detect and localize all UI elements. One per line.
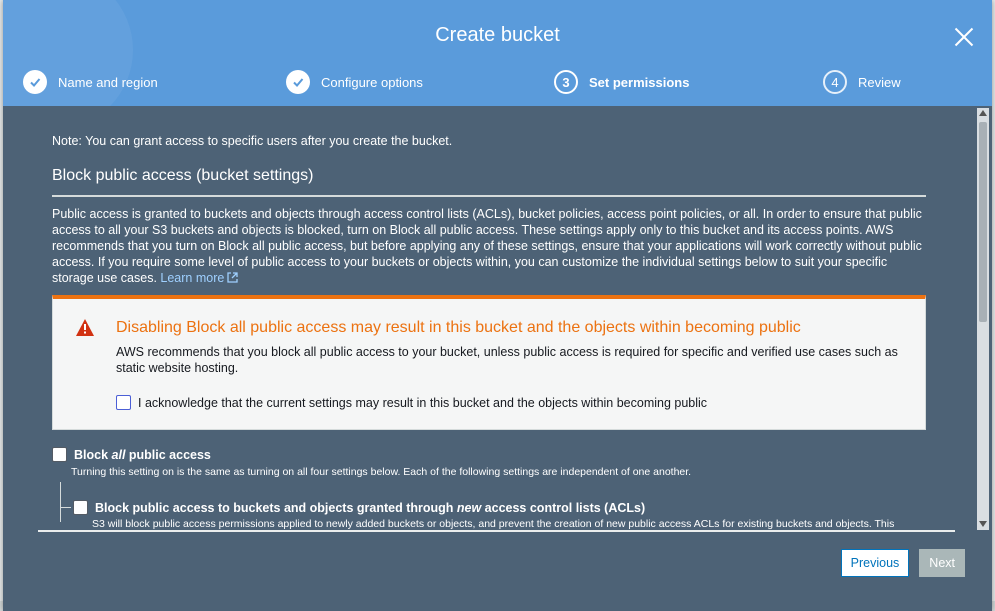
step-number-icon: 4 — [823, 70, 847, 94]
previous-button[interactable]: Previous — [841, 549, 910, 577]
acknowledge-row — [116, 395, 707, 410]
check-circle-icon — [23, 70, 47, 94]
wizard-steps — [3, 70, 992, 96]
step-label: Review — [858, 74, 901, 90]
step-label: Set permissions — [589, 74, 690, 90]
block-all-description: Turning this setting on is the same as turning on all four settings below. Each of the following settings are independent of one another. — [71, 466, 692, 478]
warning-title: Disabling Block all public access may result in this bucket and the objects within becoming public — [116, 319, 801, 336]
scroll-thumb[interactable] — [979, 122, 987, 322]
dialog-title: Create bucket — [435, 24, 560, 46]
dialog-header — [3, 0, 992, 106]
block-new-acls-option — [73, 500, 645, 515]
description-text: Public access is granted to buckets and objects through access control lists (ACLs), bucket policies, access point policies, or all. In order to ensure that public access to all your S3 buckets and objects is blocked, turn on Block all public access. These settings apply only to this bucket and its access points. AWS recommends that you turn on Block all public access, but before applying any of these settings, ensure that your applications will work correctly without public access. If you require some level of public access to your buckets or objects within, you can customize the individual settings below to suit your specific storage use cases. — [52, 207, 922, 285]
step-set-permissions[interactable] — [554, 70, 689, 94]
public-access-warning — [52, 295, 926, 430]
next-button[interactable]: Next — [919, 549, 965, 577]
acknowledge-label[interactable]: I acknowledge that the current settings may result in this bucket and the objects within becoming public — [138, 395, 708, 410]
content-scrollbar[interactable] — [977, 108, 989, 530]
tree-connector — [60, 482, 61, 522]
block-all-label[interactable]: Block all public access — [74, 447, 211, 462]
warning-body: AWS recommends that you block all public access to your bucket, unless public access is required for specific and verified use cases such as static website hosting. — [116, 345, 898, 375]
section-description — [52, 206, 932, 286]
learn-more-link[interactable]: Learn more — [160, 271, 238, 285]
step-number-icon: 3 — [554, 70, 578, 94]
block-new-acls-checkbox[interactable] — [73, 500, 88, 515]
content-bottom-rule — [38, 530, 955, 532]
step-review[interactable] — [823, 70, 901, 94]
warning-icon — [76, 319, 94, 336]
block-all-public-access-option — [52, 447, 211, 462]
close-icon[interactable] — [954, 27, 974, 47]
scroll-up-icon[interactable] — [979, 110, 987, 116]
step-name-and-region[interactable] — [23, 70, 158, 94]
acknowledge-checkbox[interactable] — [116, 395, 131, 410]
step-configure-options[interactable] — [286, 70, 423, 94]
step-label: Configure options — [321, 74, 423, 90]
check-circle-icon — [286, 70, 310, 94]
step-label: Name and region — [58, 74, 158, 90]
dialog-footer — [841, 549, 965, 577]
block-new-acls-label[interactable]: Block public access to buckets and objects granted through new access control lists (ACLs) — [95, 500, 646, 515]
section-title: Block public access (bucket settings) — [52, 167, 314, 184]
dialog-content — [3, 106, 974, 532]
access-note: Note: You can grant access to specific users after you create the bucket. — [52, 134, 453, 148]
block-all-checkbox[interactable] — [52, 447, 67, 462]
section-divider — [52, 195, 926, 197]
block-new-acls-description: S3 will block public access permissions applied to newly added buckets or objects, and prevent the creation of new public access ACLs for existing buckets and objects. This — [92, 518, 895, 530]
create-bucket-dialog — [3, 0, 992, 611]
external-link-icon — [227, 272, 238, 283]
scroll-down-icon[interactable] — [979, 521, 987, 527]
tree-connector — [60, 507, 71, 508]
